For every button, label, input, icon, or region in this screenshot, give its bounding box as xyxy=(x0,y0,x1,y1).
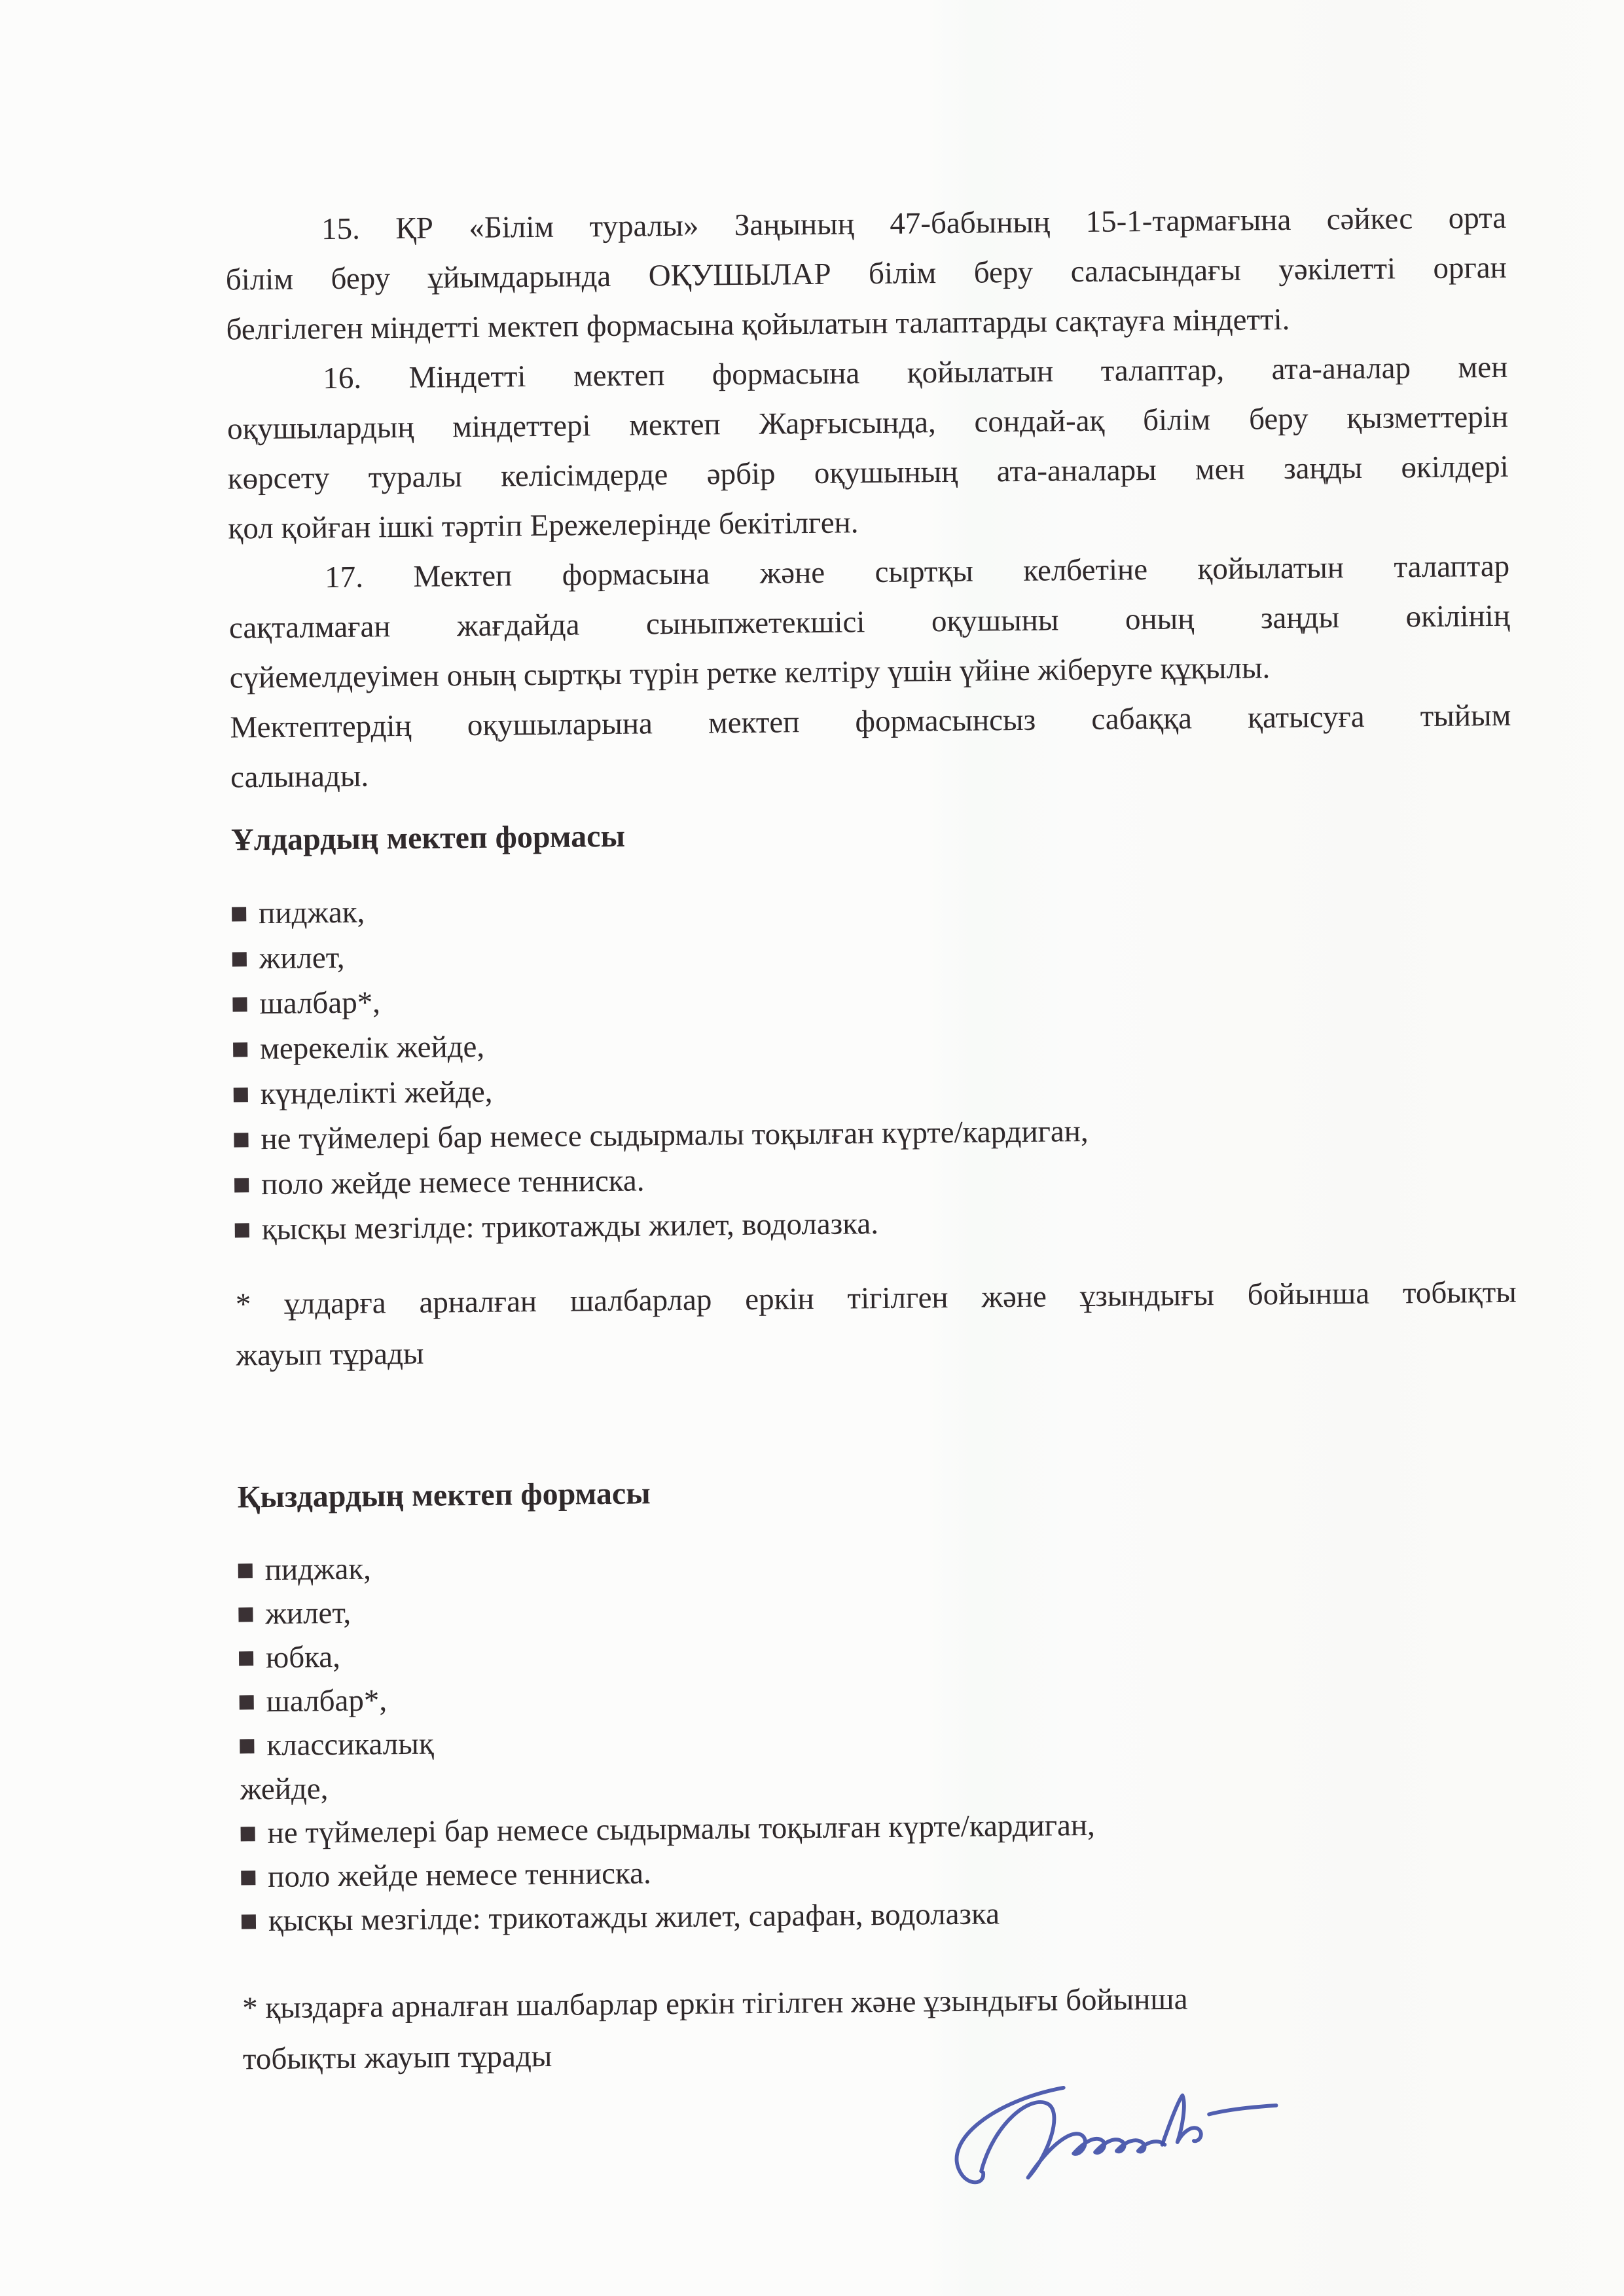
list-item-text: не түймелері бар немесе сыдырмалы тоқылған күрте/кардиган, xyxy=(267,1808,1096,1851)
list-item-text: шалбар*, xyxy=(266,1683,388,1719)
list-item-text: жилет, xyxy=(265,1595,352,1631)
square-bullet-icon xyxy=(238,1607,253,1622)
paragraph-16 xyxy=(226,342,1509,554)
paragraph-15-line: белгілеген міндетті мектеп формасына қойылатын талаптарды сақтауға міндетті. xyxy=(226,302,1290,347)
list-item-text: пиджак, xyxy=(264,1552,372,1588)
list-item-text: поло жейде немесе тенниска. xyxy=(261,1163,645,1202)
paragraph-no-uniform-ban xyxy=(230,691,1511,803)
list-item-text: поло жейде немесе тенниска. xyxy=(268,1856,651,1895)
paragraph-16-line: 16. Міндетті мектеп формасына қойылатын талаптар, ата-аналар мен xyxy=(323,350,1508,396)
paragraph-17-line: сақталмаған жағдайда сыныпжетекшісі оқушыны оның заңды өкілінің xyxy=(228,598,1511,646)
boys-footnote-line: жауып тұрады xyxy=(236,1336,424,1373)
list-item-text: қысқы мезгілде: трикотажды жилет, сарафан, водолазка xyxy=(268,1897,1000,1939)
square-bullet-icon xyxy=(235,1223,249,1237)
square-bullet-icon xyxy=(239,1651,253,1666)
paragraph-15-line: білім беру ұйымдарында ОҚУШЫЛАР білім беру саласындағы уәкілетті орган xyxy=(225,250,1507,297)
girls-footnote-line: тобықты жауып тұрады xyxy=(242,2039,552,2077)
square-bullet-icon xyxy=(240,1695,254,1709)
list-item-text: қысқы мезгілде: трикотажды жилет, водолазка. xyxy=(261,1207,879,1247)
square-bullet-icon xyxy=(240,1739,254,1753)
girls-footnote xyxy=(242,1971,1524,2085)
square-bullet-icon xyxy=(232,952,247,966)
girls-uniform-heading: Қыздардың мектеп формасы xyxy=(237,1476,651,1515)
signature-drawing xyxy=(907,2079,1286,2206)
girls-uniform-list xyxy=(238,1537,1523,1944)
square-bullet-icon xyxy=(238,1563,253,1578)
list-item-text: мерекелік жейде, xyxy=(259,1029,485,1066)
paragraph-17-line: сүйемелдеуімен оның сыртқы түрін ретке келтіру үшін үйіне жіберуге құқылы. xyxy=(229,651,1271,695)
square-bullet-icon xyxy=(233,1042,247,1057)
paragraph-16-line: көрсету туралы келісімдерде әрбір оқушының ата-аналары мен заңды өкілдері xyxy=(227,449,1509,496)
boys-footnote xyxy=(236,1267,1517,1381)
paragraph-17-line: 17. Мектеп формасына және сыртқы келбетіне қойылатын талаптар xyxy=(324,549,1510,595)
boys-uniform-list xyxy=(232,879,1516,1253)
paragraph-16-line: қол қойған ішкі тәртіп Ережелерінде бекітілген. xyxy=(228,505,859,546)
square-bullet-icon xyxy=(241,1827,255,1841)
square-bullet-icon xyxy=(241,1870,255,1885)
paragraph-16-line: оқушылардың міндеттері мектеп Жарғысында, сондай-ақ білім беру қызметтерін xyxy=(226,399,1509,446)
list-item-text: юбка, xyxy=(265,1639,341,1675)
square-bullet-icon xyxy=(234,1178,249,1192)
square-bullet-icon xyxy=(232,997,247,1011)
list-item-text: шалбар*, xyxy=(259,985,381,1021)
square-bullet-icon xyxy=(234,1087,248,1102)
girls-footnote-line: * қыздарға арналған шалбарлар еркін тігілген және ұзындығы бойынша xyxy=(242,1982,1188,2026)
square-bullet-icon xyxy=(232,907,246,921)
square-bullet-icon xyxy=(234,1133,248,1147)
paragraph-no-uniform-ban-line: салынады. xyxy=(230,759,369,795)
boys-footnote-line: * ұлдарға арналған шалбарлар еркін тігілген және ұзындығы бойынша тобықты xyxy=(235,1275,1517,1322)
paragraph-17 xyxy=(228,541,1511,703)
list-item-continuation: жейде, xyxy=(240,1772,329,1807)
paragraph-15-line: 15. ҚР «Білім туралы» Заңының 47-бабының 15-1-тармағына сәйкес орта xyxy=(321,200,1507,247)
square-bullet-icon xyxy=(242,1914,256,1929)
list-item-text: классикалық xyxy=(266,1726,434,1763)
paragraph-15 xyxy=(225,193,1507,355)
list-item-text: жилет, xyxy=(259,940,345,976)
paragraph-no-uniform-ban-line: Мектептердің оқушыларына мектеп формасынсыз сабаққа қатысуға тыйым xyxy=(230,698,1511,745)
handwritten-signature-ink xyxy=(907,2079,1286,2206)
list-item-text: күнделікті жейде, xyxy=(260,1074,493,1112)
list-item-text: не түймелері бар немесе сыдырмалы тоқылған күрте/кардиган, xyxy=(261,1114,1089,1157)
boys-uniform-heading: Ұлдардың мектеп формасы xyxy=(230,818,626,858)
list-item-text: пиджак, xyxy=(258,895,365,931)
